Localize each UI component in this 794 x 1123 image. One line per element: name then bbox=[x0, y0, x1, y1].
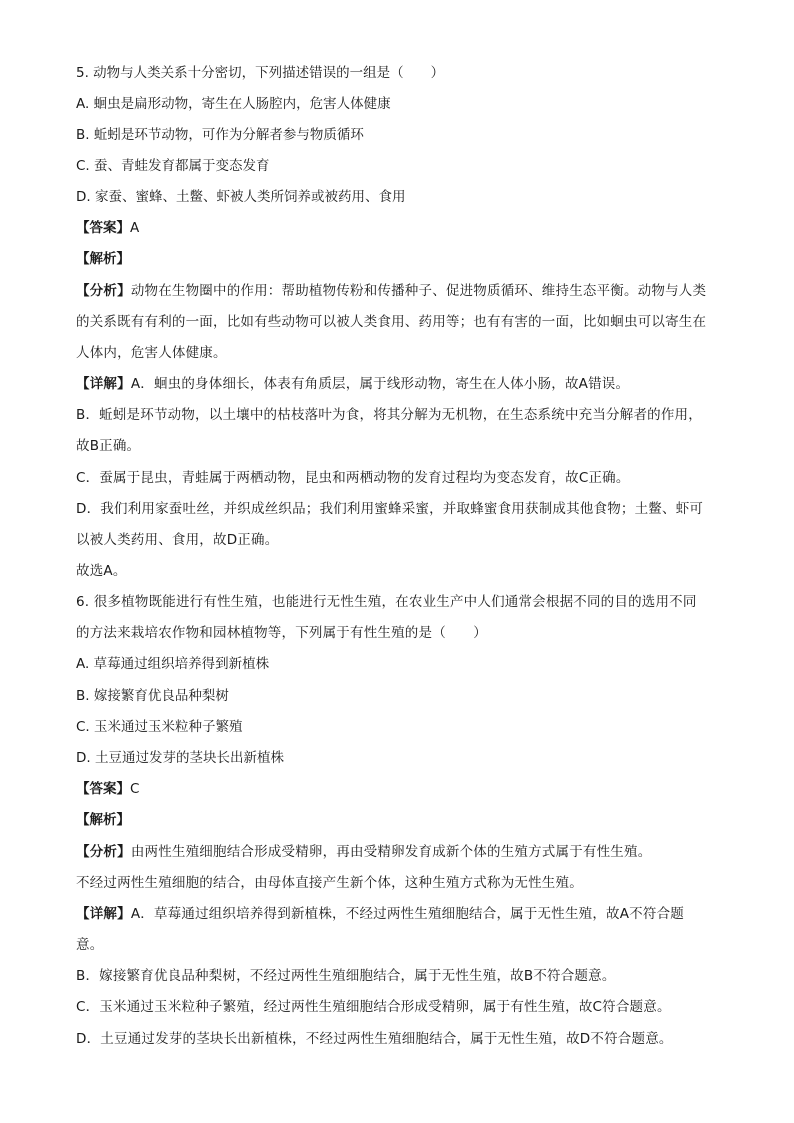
question-6-stem-line-2: 的方法来栽培农作物和园林植物等，下列属于有性生殖的是（ ） bbox=[76, 625, 487, 641]
xiangjie-text: A．蛔虫的身体细长，体表有角质层，属于线形动物，寄生在人体小肠，故A错误。 bbox=[130, 376, 630, 392]
q5-conclusion: 故选A。 bbox=[76, 563, 127, 579]
q5-xiangjie-line-6: 以被人类药用、食用，故D正确。 bbox=[76, 532, 279, 548]
answer-value: A bbox=[130, 220, 140, 236]
q6-xiangjie-line-3: B．嫁接繁育优良品种梨树，不经过两性生殖细胞结合，属于无性生殖，故B不符合题意。 bbox=[76, 968, 616, 984]
q5-fenxi-line-2: 的关系既有有利的一面，比如有些动物可以被人类食用、药用等；也有有害的一面，比如蛔虫可以寄生在 bbox=[76, 314, 707, 330]
answer-tag: 【答案】 bbox=[76, 781, 130, 797]
q5-xiangjie-line-4: C．蚕属于昆虫，青蛙属于两栖动物，昆虫和两栖动物的发育过程均为变态发育，故C正确。 bbox=[76, 470, 630, 486]
fenxi-tag: 【分析】 bbox=[76, 283, 131, 299]
q5-answer bbox=[76, 218, 726, 238]
q6-answer bbox=[76, 779, 726, 799]
q6-option-d: D. 土豆通过发芽的茎块长出新植株 bbox=[76, 750, 284, 766]
q6-analysis-tag bbox=[76, 810, 726, 830]
answer-tag: 【答案】 bbox=[76, 220, 130, 236]
q5-fenxi-line-3: 人体内，危害人体健康。 bbox=[76, 345, 227, 361]
q6-option-b: B. 嫁接繁育优良品种梨树 bbox=[76, 688, 229, 704]
xiangjie-tag: 【详解】 bbox=[76, 906, 131, 922]
q5-xiangjie-line-2: B．蚯蚓是环节动物，以土壤中的枯枝落叶为食，将其分解为无机物，在生态系统中充当分解者的作用， bbox=[76, 407, 702, 423]
xiangjie-tag: 【详解】 bbox=[76, 376, 131, 392]
answer-value: C bbox=[130, 781, 140, 797]
q6-xiangjie-line-2: 意。 bbox=[76, 937, 104, 953]
q6-xiangjie-line-4: C．玉米通过玉米粒种子繁殖，经过两性生殖细胞结合形成受精卵，属于有性生殖，故C符合题意。 bbox=[76, 999, 671, 1015]
fenxi-text: 由两性生殖细胞结合形成受精卵，再由受精卵发育成新个体的生殖方式属于有性生殖。 bbox=[130, 844, 652, 860]
q6-fenxi-line-2: 不经过两性生殖细胞的结合，由母体直接产生新个体，这种生殖方式称为无性生殖。 bbox=[76, 875, 583, 891]
q5-option-c: C. 蚕、青蛙发育都属于变态发育 bbox=[76, 158, 270, 174]
q6-xiangjie-line-5: D．土豆通过发芽的茎块长出新植株，不经过两性生殖细胞结合，属于无性生殖，故D不符合题意。 bbox=[76, 1031, 673, 1047]
q5-option-d: D. 家蚕、蜜蜂、土鳖、虾被人类所饲养或被药用、食用 bbox=[76, 189, 406, 205]
question-5-stem: 5. 动物与人类关系十分密切，下列描述错误的一组是（ ） bbox=[76, 65, 445, 81]
fenxi-tag: 【分析】 bbox=[76, 844, 131, 860]
fenxi-text: 动物在生物圈中的作用：帮助植物传粉和传播种子、促进物质循环、维持生态平衡。动物与人类 bbox=[130, 283, 707, 299]
analysis-tag: 【解析】 bbox=[76, 812, 130, 828]
q6-xiangjie-line-1 bbox=[76, 904, 726, 924]
q6-option-c: C. 玉米通过玉米粒种子繁殖 bbox=[76, 719, 243, 735]
question-6-stem-line-1: 6. 很多植物既能进行有性生殖，也能进行无性生殖，在农业生产中人们通常会根据不同的目的选用不同 bbox=[76, 594, 697, 610]
analysis-tag: 【解析】 bbox=[76, 251, 130, 267]
q6-option-a: A. 草莓通过组织培养得到新植株 bbox=[76, 656, 270, 672]
q5-option-a: A. 蛔虫是扁形动物，寄生在人肠腔内，危害人体健康 bbox=[76, 96, 391, 112]
q5-xiangjie-line-3: 故B正确。 bbox=[76, 438, 141, 454]
q5-xiangjie-line-5: D．我们利用家蚕吐丝，并织成丝织品；我们利用蜜蜂采蜜，并取蜂蜜食用获制成其他食物；土鳖、虾可 bbox=[76, 501, 704, 517]
q5-fenxi-line-1 bbox=[76, 281, 726, 301]
q6-fenxi-line-1 bbox=[76, 842, 726, 862]
q5-option-b: B. 蚯蚓是环节动物，可作为分解者参与物质循环 bbox=[76, 127, 364, 143]
q5-analysis-tag bbox=[76, 249, 726, 269]
xiangjie-text: A．草莓通过组织培养得到新植株，不经过两性生殖细胞结合，属于无性生殖，故A不符合题 bbox=[130, 906, 684, 922]
q5-xiangjie-line-1 bbox=[76, 374, 726, 394]
